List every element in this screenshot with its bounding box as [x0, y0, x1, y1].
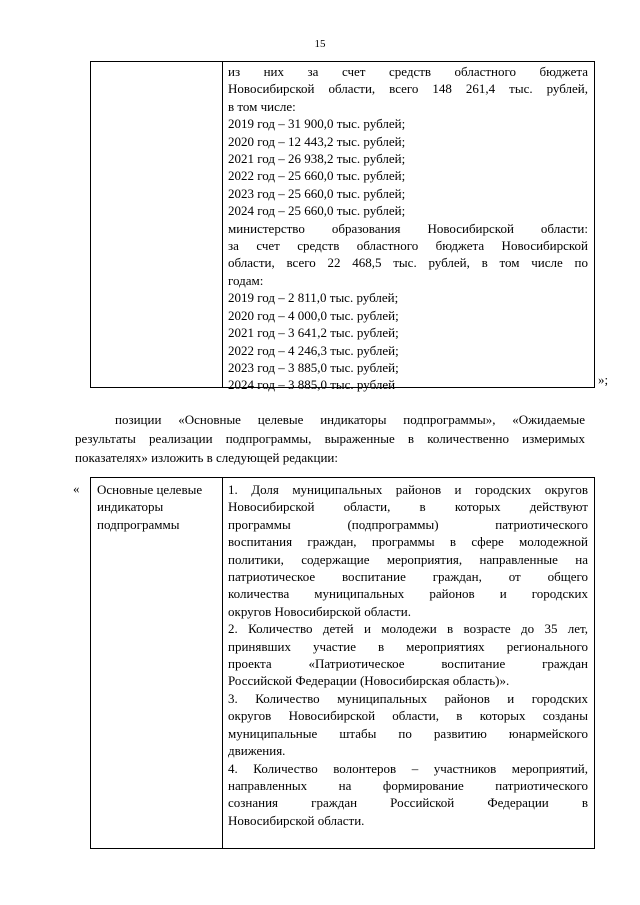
- text-line: Новосибирской области, всего 148 261,4 тыс. рублей,: [228, 81, 588, 97]
- label-line: подпрограммы: [97, 516, 180, 532]
- closing-quote: »;: [598, 372, 609, 387]
- text-line: округов Новосибирской области.: [228, 603, 411, 619]
- text-line: 2019 год – 2 811,0 тыс. рублей;: [228, 290, 399, 306]
- text-line: количества муниципальных районов и городских: [228, 586, 588, 602]
- text-line: 2023 год – 25 660,0 тыс. рублей;: [228, 185, 406, 201]
- page-number: 15: [314, 38, 326, 50]
- text-line: 4. Количество волонтеров – участников мероприятий,: [228, 760, 588, 776]
- text-line: области, всего 22 468,5 тыс. рублей, в том числе по: [228, 255, 588, 271]
- text-line: принявших участие в мероприятиях регионального: [228, 638, 588, 654]
- label-line: Основные целевые: [97, 482, 203, 497]
- text-line: Новосибирской области, в которых действуют: [228, 499, 588, 515]
- text-line: 2019 год – 31 900,0 тыс. рублей;: [228, 116, 406, 132]
- funding-table-row: [90, 61, 595, 393]
- text-line: 2022 год – 4 246,3 тыс. рублей;: [228, 342, 399, 358]
- text-line: 2. Количество детей и молодежи в возрасте до 35 лет,: [228, 621, 588, 637]
- text-line: из них за счет средств областного бюджета: [228, 64, 588, 79]
- funding-text: [228, 63, 588, 394]
- indicators-text: [228, 481, 588, 829]
- text-line: 2024 год – 25 660,0 тыс. рублей;: [228, 203, 406, 219]
- text-line: 2023 год – 3 885,0 тыс. рублей;: [228, 359, 399, 375]
- text-line: за счет средств областного бюджета Новосибирской: [228, 238, 588, 254]
- text-line: годам:: [228, 272, 264, 288]
- text-line: патриотическое воспитание граждан, от общего: [228, 569, 588, 585]
- indicators-table-row: [90, 477, 595, 849]
- text-line: показателях» изложить в следующей редакции:: [75, 450, 338, 465]
- text-line: воспитания граждан, программы в сфере молодежной: [228, 534, 588, 550]
- text-line: Российской Федерации (Новосибирская область)».: [228, 673, 510, 689]
- text-line: движения.: [228, 743, 286, 759]
- text-line: Новосибирской области.: [228, 812, 365, 828]
- text-line: позиции «Основные целевые индикаторы подпрограммы», «Ожидаемые: [115, 412, 585, 427]
- text-line: министерство образования Новосибирской области:: [228, 220, 588, 236]
- text-line: в том числе:: [228, 98, 296, 114]
- text-line: результаты реализации подпрограммы, выраженные в количественно измеримых: [75, 431, 585, 446]
- opening-quote: «: [73, 481, 80, 496]
- indicators-label: [97, 481, 221, 533]
- text-line: сознания граждан Российской Федерации в: [228, 795, 588, 811]
- text-line: 2024 год – 3 885,0 тыс. рублей: [228, 377, 396, 393]
- column-divider: [222, 62, 223, 387]
- intro-paragraph: [75, 410, 585, 467]
- text-line: 1. Доля муниципальных районов и городских округов: [228, 482, 588, 497]
- text-line: направленных на формирование патриотического: [228, 777, 588, 793]
- text-line: 2020 год – 4 000,0 тыс. рублей;: [228, 307, 399, 323]
- text-line: 2020 год – 12 443,2 тыс. рублей;: [228, 133, 406, 149]
- column-divider: [222, 478, 223, 848]
- text-line: 2021 год – 26 938,2 тыс. рублей;: [228, 151, 406, 167]
- text-line: округов Новосибирской области, в которых созданы: [228, 708, 588, 724]
- text-line: 3. Количество муниципальных районов и городских: [228, 690, 588, 706]
- text-line: 2021 год – 3 641,2 тыс. рублей;: [228, 325, 399, 341]
- text-line: муниципальные штабы по развитию юнармейского: [228, 725, 588, 741]
- text-line: политики, содержащие мероприятия, направленные на: [228, 551, 588, 567]
- text-line: проекта «Патриотическое воспитание граждан: [228, 656, 588, 672]
- label-line: индикаторы: [97, 499, 164, 515]
- text-line: программы (подпрограммы) патриотического: [228, 516, 588, 532]
- text-line: 2022 год – 25 660,0 тыс. рублей;: [228, 168, 406, 184]
